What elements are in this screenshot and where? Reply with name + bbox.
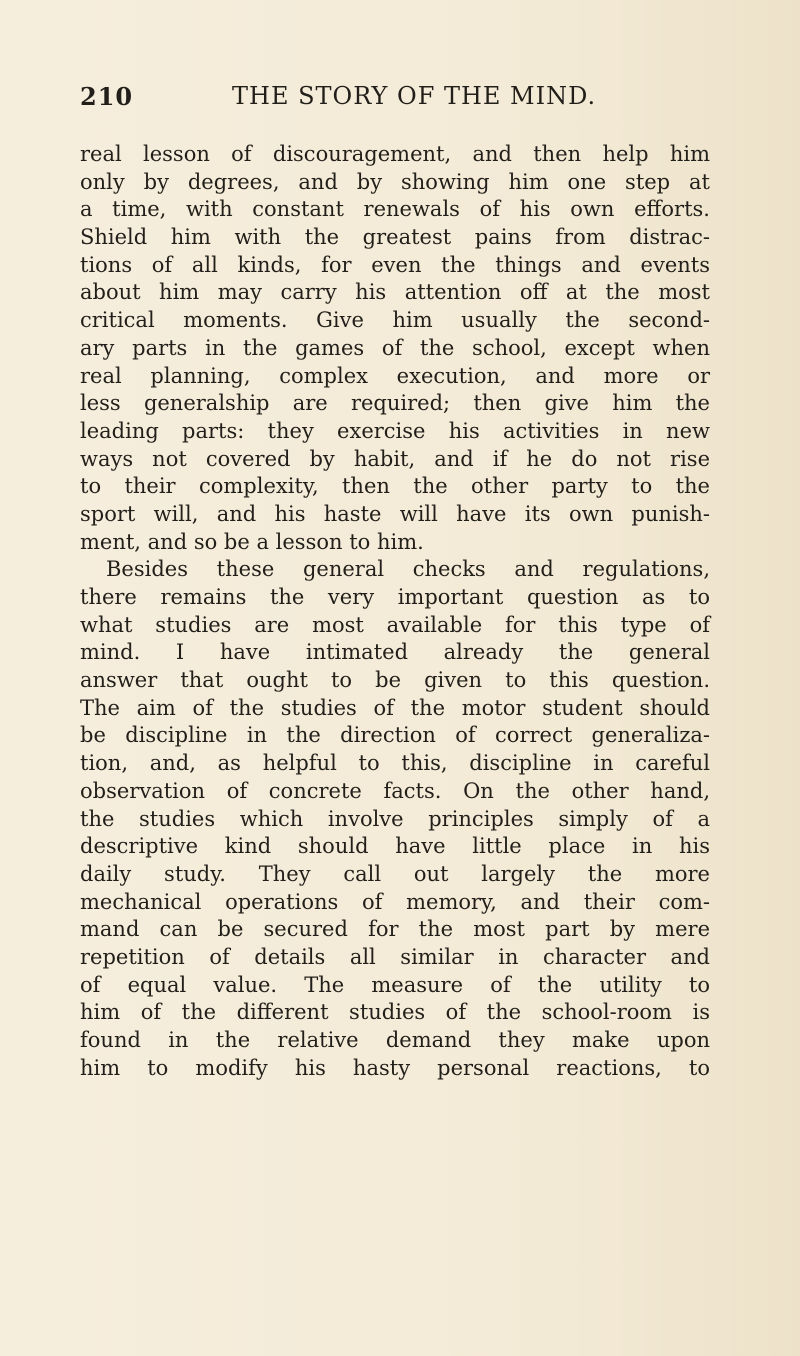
text-line: tions of all kinds, for even the things and events — [80, 252, 710, 277]
text-line: descriptive kind should have little place in his — [80, 834, 710, 859]
text-line: Shield him with the greatest pains from distrac- — [80, 225, 710, 250]
text-line: real lesson of discouragement, and then help him — [80, 142, 710, 166]
text-line: mand can be secured for the most part by mere — [80, 917, 710, 942]
text-line: to their complexity, then the other party to the — [80, 474, 710, 499]
text-line: there remains the very important question as to — [80, 585, 710, 609]
text-line: the studies which involve principles simply of a — [80, 806, 710, 831]
text-line: found in the relative demand they make upon — [80, 1028, 710, 1052]
text-line: him to modify his hasty personal reactions, to — [80, 1055, 710, 1080]
text-line: ary parts in the games of the school, except when — [80, 335, 710, 360]
text-line: leading parts: they exercise his activities in new — [80, 418, 710, 443]
text-line: ment, and so be a lesson to him. — [80, 529, 424, 554]
text-line: daily study. They call out largely the more — [80, 861, 710, 886]
text-line: The aim of the studies of the motor student should — [80, 695, 710, 720]
text-line: of equal value. The measure of the utility to — [80, 972, 710, 997]
text-line: what studies are most available for this type of — [80, 612, 710, 637]
text-line: answer that ought to be given to this question. — [80, 668, 710, 693]
text-line: repetition of details all similar in character and — [80, 944, 710, 969]
text-line: mechanical operations of memory, and their com- — [80, 889, 710, 914]
text-line: a time, with constant renewals of his own efforts. — [80, 197, 710, 222]
text-line: sport will, and his haste will have its own punish- — [80, 501, 710, 526]
text-line: Besides these general checks and regulations, — [106, 557, 710, 582]
body-text — [80, 141, 710, 1082]
text-line: mind. I have intimated already the general — [80, 640, 710, 665]
text-line: real planning, complex execution, and more or — [80, 363, 710, 388]
text-line: about him may carry his attention off at the most — [80, 280, 710, 305]
text-line: critical moments. Give him usually the second- — [80, 308, 710, 333]
text-line: him of the different studies of the school-room is — [80, 1000, 710, 1025]
running-title: THE STORY OF THE MIND. — [232, 82, 597, 110]
text-line: be discipline in the direction of correct generaliza- — [80, 723, 710, 748]
page-header — [80, 82, 720, 116]
page-number: 210 — [80, 82, 134, 111]
text-line: ways not covered by habit, and if he do not rise — [80, 446, 710, 471]
text-line: less generalship are required; then give him the — [80, 391, 710, 416]
text-line: observation of concrete facts. On the other hand, — [80, 778, 710, 803]
text-line: only by degrees, and by showing him one step at — [80, 169, 710, 194]
text-line: tion, and, as helpful to this, discipline in careful — [80, 751, 710, 776]
